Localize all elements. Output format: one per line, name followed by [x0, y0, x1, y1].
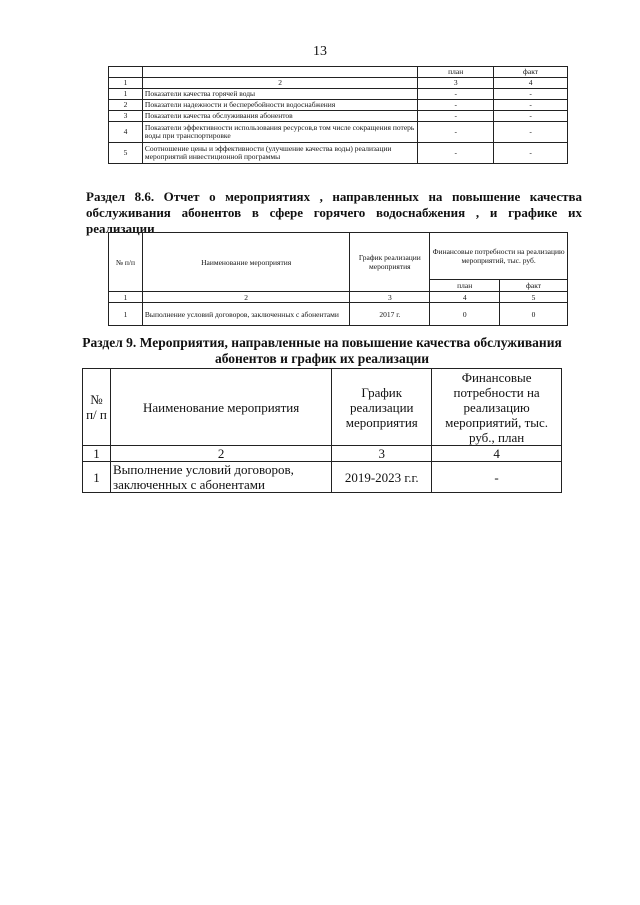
numbering-cell: 1 [83, 446, 111, 462]
numbering-cell: 2 [142, 78, 417, 89]
table-row [109, 111, 568, 122]
numbering-cell: 3 [332, 446, 432, 462]
row-schedule: 2019-2023 г.г. [332, 462, 432, 493]
header-fact: факт [500, 279, 568, 291]
table-row [109, 303, 568, 326]
table-row [83, 462, 562, 493]
numbering-cell: 1 [109, 292, 143, 303]
row-number: 1 [83, 462, 111, 493]
row-name: Выполнение условий договоров, заключенных с абонентами [142, 303, 349, 326]
header-schedule: График реализации мероприятия [332, 369, 432, 446]
row-number: 5 [109, 143, 143, 164]
row-plan: - [418, 122, 494, 143]
indicators-table [108, 66, 568, 164]
section-9-heading: Раздел 9. Мероприятия, направленные на повышение качества обслуживания абонентов и график их реализации [82, 335, 562, 366]
row-name: Показатели надежности и бесперебойности водоснабжения [142, 100, 417, 111]
numbering-cell: 4 [430, 292, 500, 303]
header-cell [109, 67, 143, 78]
header-num: № п/п [109, 233, 143, 292]
header-plan: план [418, 67, 494, 78]
section-9-table [82, 368, 562, 493]
header-cell [142, 67, 417, 78]
section-8-6-table [108, 232, 568, 326]
row-name: Показатели качества горячей воды [142, 89, 417, 100]
numbering-cell: 2 [142, 292, 349, 303]
table-header-row [83, 369, 562, 446]
header-finance: Финансовые потребности на реализацию мероприятий, тыс. руб. [430, 233, 568, 280]
row-number: 4 [109, 122, 143, 143]
numbering-cell: 4 [432, 446, 562, 462]
header-name: Наименование мероприятия [110, 369, 331, 446]
page-number: 13 [313, 44, 327, 59]
table-header-row [109, 233, 568, 280]
numbering-row [109, 292, 568, 303]
header-schedule: График реализации мероприятия [350, 233, 430, 292]
row-fact: 0 [500, 303, 568, 326]
table-row [109, 89, 568, 100]
section-8-6-heading: Раздел 8.6. Отчет о мероприятиях , направленных на повышение качества обслуживания абонентов в сфере горячего водоснабжения , и графике их реализации [86, 189, 582, 236]
row-plan: - [418, 143, 494, 164]
row-number: 1 [109, 89, 143, 100]
row-plan: - [432, 462, 562, 493]
row-plan: 0 [430, 303, 500, 326]
row-plan: - [418, 111, 494, 122]
row-name: Показатели эффективности использования ресурсов,в том числе сокращения потерь воды при транспортировке [142, 122, 417, 143]
row-fact: - [494, 100, 568, 111]
numbering-cell: 1 [109, 78, 143, 89]
row-name: Показатели качества обслуживания абонентов [142, 111, 417, 122]
table-header-row [109, 67, 568, 78]
header-name: Наименование мероприятия [142, 233, 349, 292]
table-row [109, 143, 568, 164]
row-number: 1 [109, 303, 143, 326]
header-num: № п/ п [83, 369, 111, 446]
table-row [109, 100, 568, 111]
row-fact: - [494, 111, 568, 122]
numbering-cell: 3 [350, 292, 430, 303]
header-fact: факт [494, 67, 568, 78]
header-plan: план [430, 279, 500, 291]
table-row [109, 122, 568, 143]
numbering-cell: 5 [500, 292, 568, 303]
row-number: 3 [109, 111, 143, 122]
row-fact: - [494, 122, 568, 143]
numbering-cell: 2 [110, 446, 331, 462]
row-plan: - [418, 100, 494, 111]
numbering-cell: 4 [494, 78, 568, 89]
row-schedule: 2017 г. [350, 303, 430, 326]
numbering-row [109, 78, 568, 89]
numbering-row [83, 446, 562, 462]
row-fact: - [494, 143, 568, 164]
row-name: Выполнение условий договоров, заключенных с абонентами [110, 462, 331, 493]
numbering-cell: 3 [418, 78, 494, 89]
row-fact: - [494, 89, 568, 100]
row-plan: - [418, 89, 494, 100]
row-name: Соотношение цены и эффективности (улучшение качества воды) реализации мероприятий инвестиционной программы [142, 143, 417, 164]
header-finance: Финансовые потребности на реализацию мероприятий, тыс. руб., план [432, 369, 562, 446]
row-number: 2 [109, 100, 143, 111]
